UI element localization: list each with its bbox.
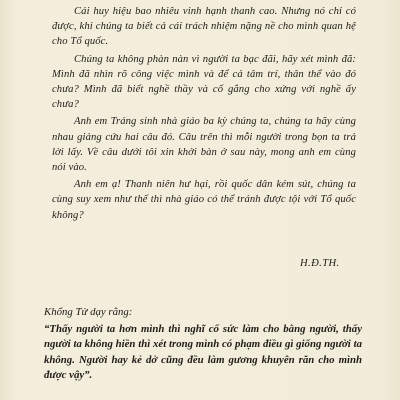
quote-intro: Khổng Tử dạy rằng: — [44, 306, 133, 318]
quote-text: “Thấy người ta hơn mình thì nghĩ cố sức làm cho bằng người, thấy người ta không hiền thì xét trong mình có phạm điều gì giống người ta không. Người hay kẻ dở cũng đều làm gương khuyên răn cho mình được vậy”. — [44, 322, 362, 382]
paragraph-4: Anh em ạ! Thanh niên hư hại, rồi quốc dân kém sút, chúng ta cùng suy xem như thế thì nhà giáo có thể tránh được tội với Tổ quốc không? — [52, 179, 356, 221]
article-body — [52, 4, 356, 225]
paragraph-1: Cái huy hiệu bao nhiêu vinh hạnh thanh cao. Nhưng nó chỉ có được, khi chúng ta biết cả cái trách nhiệm nặng nề cho mình quan hệ cho Tổ quốc. — [52, 6, 356, 48]
paragraph-3: Anh em Tráng sinh nhà giáo ba kỳ chúng ta, chúng ta hãy cùng nhau giảng cứu hai câu đó. Câu trên thì mỗi người trong bọn ta trả lời lấy. Về câu dưới tôi xin khởi bàn ở sau này, mong anh em cùng nói vào. — [52, 116, 356, 174]
confucius-quote-block — [44, 305, 362, 384]
author-signature: H.Đ.TH. — [300, 258, 340, 269]
paragraph-2: Chúng ta không phàn nàn vì người ta bạc đãi, hãy xét mình đã: Mình đã nhìn rõ công việc mình và để cả tâm trí, thân thể vào đó chưa? Mình đã biết nghề thầy và cố gắng cho xứng với nghề ấy chưa? — [52, 53, 356, 111]
